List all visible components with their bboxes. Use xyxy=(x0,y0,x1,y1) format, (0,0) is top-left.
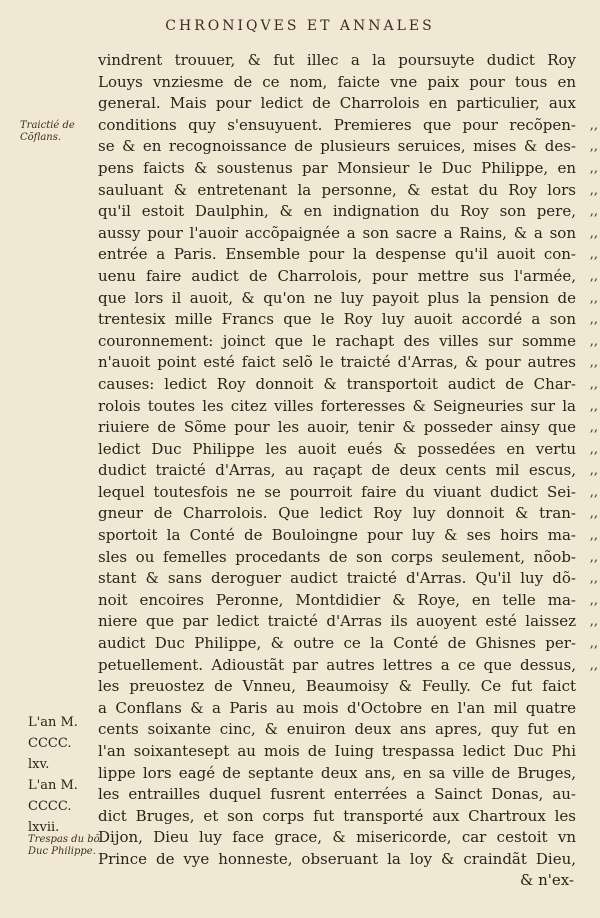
text-line xyxy=(98,374,598,396)
quotation-mark: ,, xyxy=(589,333,598,349)
quotation-mark: ,, xyxy=(589,182,598,198)
text-line-content: sauluant & entretenant la personne, & estat du Roy lors xyxy=(98,180,576,199)
text-line-content: pens faicts & soustenus par Monsieur le Duc Philippe, en xyxy=(98,158,576,177)
text-line-content: noit encoires Peronne, Montdidier & Roye, en telle ma- xyxy=(98,590,576,609)
quotation-mark: ,, xyxy=(589,355,598,371)
text-line-content: riuiere de Sõme pour les auoir, tenir & posseder ainsy que xyxy=(98,418,576,437)
quotation-mark: ,, xyxy=(589,463,598,479)
text-line-content: les preuostez de Vnneu, Beaumoisy & Feully. Ce fut faict xyxy=(98,677,576,696)
text-line xyxy=(98,482,598,504)
text-line-content: lequel toutesfois ne se pourroit faire du viuant dudict Sei- xyxy=(98,482,576,501)
margin-note-traicte: Traictié de Cõflans. xyxy=(20,120,75,143)
text-line-content: dict Bruges, et son corps fut transporté aux Chartroux les xyxy=(98,806,576,825)
text-line xyxy=(98,763,576,785)
text-line xyxy=(98,827,576,849)
text-line xyxy=(98,180,598,202)
text-line xyxy=(98,266,598,288)
quotation-mark: ,, xyxy=(589,290,598,306)
quotation-mark: ,, xyxy=(589,506,598,522)
quotation-mark: ,, xyxy=(589,614,598,630)
text-line-content: petuellement. Adioustãt par autres lettres a ce que dessus, xyxy=(98,655,576,674)
text-line-content: dudict traicté d'Arras, au raçapt de deux cents mil escus, xyxy=(98,461,576,480)
text-line xyxy=(98,115,598,137)
quotation-mark: ,, xyxy=(589,571,598,587)
text-line xyxy=(98,417,598,439)
text-line-content: sportoit la Conté de Bouloingne pour luy & ses hoirs ma- xyxy=(98,526,576,545)
quotation-mark: ,, xyxy=(589,528,598,544)
text-line xyxy=(98,590,598,612)
text-line-content: sles ou femelles procedants de son corps seulement, nõob- xyxy=(98,547,576,566)
text-line xyxy=(98,547,598,569)
text-line xyxy=(98,309,598,331)
text-line-content: uenu faire audict de Charrolois, pour mettre sus l'armée, xyxy=(98,266,576,285)
margin-date-sub-1: lxv. xyxy=(28,757,50,772)
text-line xyxy=(98,460,598,482)
text-line-content: Prince de vye honneste, obseruant la loy & craindãt Dieu, xyxy=(98,849,576,868)
text-line-content: ledict Duc Philippe les auoit eués & possedées en vertu xyxy=(98,439,576,458)
text-line xyxy=(98,525,598,547)
text-line xyxy=(98,50,576,72)
text-line-content: Dijon, Dieu luy face grace, & misericorde, car cestoit vn xyxy=(98,828,576,847)
text-line xyxy=(98,741,576,763)
text-line-content: general. Mais pour ledict de Charrolois en particulier, aux xyxy=(98,94,576,113)
text-line-content: entrée a Paris. Ensemble pour la despense qu'il auoit con- xyxy=(98,245,576,264)
quotation-mark: ,, xyxy=(589,484,598,500)
text-line-content: l'an soixantesept au mois de Iuing trespassa ledict Duc Phi xyxy=(98,742,576,760)
text-line-content: trentesix mille Francs que le Roy luy auoit accordé a son xyxy=(98,310,576,329)
text-line xyxy=(98,331,598,353)
text-line xyxy=(98,158,598,180)
quotation-mark: ,, xyxy=(589,592,598,608)
quotation-mark: ,, xyxy=(589,247,598,263)
text-line xyxy=(98,784,576,806)
text-line xyxy=(98,223,598,245)
text-line-content: lippe lors eagé de septante deux ans, en sa ville de Bruges, xyxy=(98,763,576,782)
text-line-content: audict Duc Philippe, & outre ce la Conté de Ghisnes per- xyxy=(98,634,576,653)
quotation-mark: ,, xyxy=(589,420,598,436)
margin-note-trespas: Trespas du bõ Duc Philippe. xyxy=(28,834,100,857)
text-line xyxy=(98,611,598,633)
text-line-content: niere que par ledict traicté d'Arras ils auoyent esté laissez xyxy=(98,612,576,631)
quotation-mark: ,, xyxy=(589,636,598,652)
text-line-content: aussy pour l'auoir accõpaignée a son sacre a Rains, & a son xyxy=(98,223,576,242)
text-line xyxy=(98,72,576,94)
text-line xyxy=(98,503,598,525)
quotation-mark: ,, xyxy=(589,441,598,457)
body-text xyxy=(98,50,598,871)
text-line-content: couronnement: joinct que le rachapt des villes sur somme xyxy=(98,331,576,350)
quotation-mark: ,, xyxy=(589,398,598,414)
margin-date-year-1: L'an M. xyxy=(28,715,78,730)
text-line xyxy=(98,806,576,828)
catchword: & n'ex- xyxy=(519,871,574,889)
quotation-mark: ,, xyxy=(589,117,598,133)
quotation-mark: ,, xyxy=(589,204,598,220)
text-line xyxy=(98,849,576,871)
text-line-content: rolois toutes les citez villes forteresses & Seigneuries sur la xyxy=(98,396,576,415)
text-line xyxy=(98,244,598,266)
text-line-content: les entrailles duquel fusrent enterrées a Sainct Donas, au- xyxy=(98,785,576,804)
text-line-content: se & en recognoissance de plusieurs seruices, mises & des- xyxy=(98,137,576,156)
text-line-content: a Conflans & a Paris au mois d'Octobre en l'an mil quatre xyxy=(98,698,576,717)
text-line-content: conditions quy s'ensuyuent. Premieres que pour recõpen- xyxy=(98,115,576,134)
text-line-content: vindrent trouuer, & fut illec a la poursuyte dudict Roy xyxy=(98,51,576,69)
text-line xyxy=(98,568,598,590)
text-line xyxy=(98,676,576,698)
text-line xyxy=(98,698,576,720)
margin-date-year-2: L'an M. xyxy=(28,778,78,793)
margin-date-num-2: CCCC. xyxy=(28,799,72,814)
quotation-mark: ,, xyxy=(589,376,598,392)
text-line-content: n'auoit point esté faict selõ le traicté d'Arras, & pour autres xyxy=(98,353,576,372)
text-line xyxy=(98,396,598,418)
text-line xyxy=(98,655,598,677)
quotation-mark: ,, xyxy=(589,139,598,155)
text-line-content: causes: ledict Roy donnoit & transportoit audict de Char- xyxy=(98,374,576,393)
text-line-content: Louys vnziesme de ce nom, faicte vne paix pour tous en xyxy=(98,72,576,91)
quotation-mark: ,, xyxy=(589,225,598,241)
text-line-content: stant & sans deroguer audict traicté d'Arras. Qu'il luy dõ- xyxy=(98,569,576,588)
quotation-mark: ,, xyxy=(589,549,598,565)
text-line xyxy=(98,719,576,741)
text-line xyxy=(98,288,598,310)
quotation-mark: ,, xyxy=(589,312,598,328)
text-line xyxy=(98,352,598,374)
running-header: CHRONIQVES ET ANNALES xyxy=(165,18,435,34)
text-line xyxy=(98,439,598,461)
text-line-content: qu'il estoit Daulphin, & en indignation du Roy son pere, xyxy=(98,202,576,221)
text-line-content: gneur de Charrolois. Que ledict Roy luy donnoit & tran- xyxy=(98,504,576,523)
text-line-content: que lors il auoit, & qu'on ne luy payoit plus la pension de xyxy=(98,288,576,307)
margin-date-num-1: CCCC. xyxy=(28,736,72,751)
text-line xyxy=(98,93,576,115)
text-line-content: cents soixante cinc, & enuiron deux ans apres, quy fut en xyxy=(98,720,576,739)
quotation-mark: ,, xyxy=(589,160,598,176)
quotation-mark: ,, xyxy=(589,268,598,284)
margin-date-sub-2: lxvii. xyxy=(28,820,60,835)
text-line xyxy=(98,633,598,655)
text-line xyxy=(98,136,598,158)
quotation-mark: ,, xyxy=(589,657,598,673)
text-line xyxy=(98,201,598,223)
